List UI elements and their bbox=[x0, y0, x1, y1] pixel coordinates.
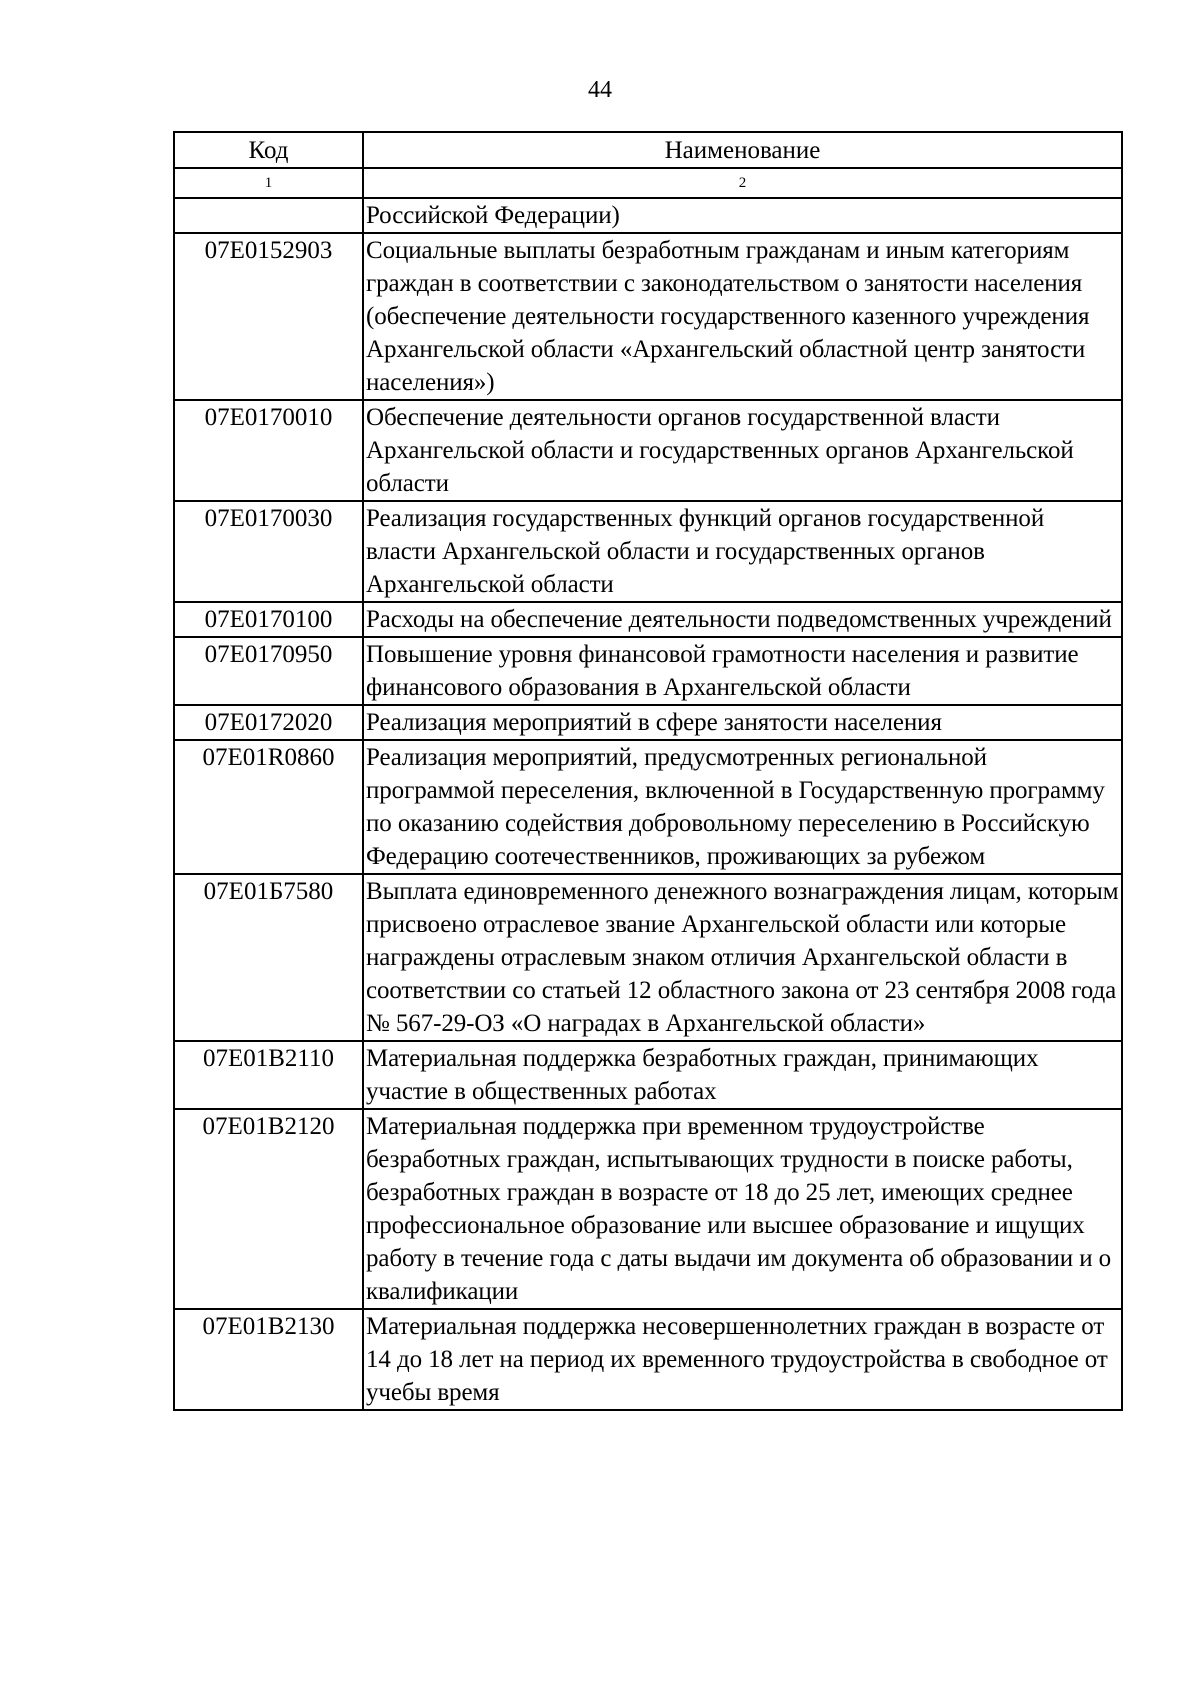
header-code: Код bbox=[174, 132, 363, 168]
row-name: Реализация мероприятий, предусмотренных региональной программой переселения, включенной в Государственную программу по оказанию содействия добровольному переселению в Российскую Федерацию соотечественников, проживающих за рубежом bbox=[363, 740, 1122, 874]
row-name: Реализация государственных функций органов государственной власти Архангельской области и государственных органов Архангельской области bbox=[363, 501, 1122, 602]
row-name: Выплата единовременного денежного вознаграждения лицам, которым присвоено отраслевое звание Архангельской области или которые награждены отраслевым знаком отличия Архангельской области в соответствии со статьей 12 областного закона от 23 сентября 2008 года № 567-29-ОЗ «О наградах в Архангельской области» bbox=[363, 874, 1122, 1041]
row-code: 07Е0172020 bbox=[174, 705, 363, 740]
column-number-row bbox=[174, 168, 1122, 198]
row-code: 07Е01В2110 bbox=[174, 1041, 363, 1109]
table-row bbox=[174, 198, 1122, 233]
row-name: Материальная поддержка несовершеннолетних граждан в возрасте от 14 до 18 лет на период их временного трудоустройства в свободное от учебы время bbox=[363, 1309, 1122, 1410]
row-code: 07Е01В2120 bbox=[174, 1109, 363, 1309]
row-code: 07Е01В2130 bbox=[174, 1309, 363, 1410]
row-name: Материальная поддержка безработных граждан, принимающих участие в общественных работах bbox=[363, 1041, 1122, 1109]
row-code: 07Е0170010 bbox=[174, 400, 363, 501]
row-code: 07Е0170950 bbox=[174, 637, 363, 705]
row-name: Российской Федерации) bbox=[363, 198, 1122, 233]
column-number-name: 2 bbox=[363, 168, 1122, 198]
row-code: 07Е01Б7580 bbox=[174, 874, 363, 1041]
row-code: 07Е01R0860 bbox=[174, 740, 363, 874]
table-row bbox=[174, 233, 1122, 400]
table-row bbox=[174, 705, 1122, 740]
page-number: 44 bbox=[588, 77, 612, 103]
budget-classification-table bbox=[173, 131, 1123, 1411]
table-row bbox=[174, 874, 1122, 1041]
row-code: 07Е0152903 bbox=[174, 233, 363, 400]
row-code: 07Е0170100 bbox=[174, 602, 363, 637]
row-code bbox=[174, 198, 363, 233]
table-row bbox=[174, 740, 1122, 874]
header-row bbox=[174, 132, 1122, 168]
row-code: 07Е0170030 bbox=[174, 501, 363, 602]
header-name: Наименование bbox=[363, 132, 1122, 168]
table-row bbox=[174, 637, 1122, 705]
column-number-code: 1 bbox=[174, 168, 363, 198]
row-name: Повышение уровня финансовой грамотности населения и развитие финансового образования в Архангельской области bbox=[363, 637, 1122, 705]
table-row bbox=[174, 1309, 1122, 1410]
row-name: Обеспечение деятельности органов государственной власти Архангельской области и государственных органов Архангельской области bbox=[363, 400, 1122, 501]
row-name: Реализация мероприятий в сфере занятости населения bbox=[363, 705, 1122, 740]
table-row bbox=[174, 1041, 1122, 1109]
table-row bbox=[174, 400, 1122, 501]
table-row bbox=[174, 501, 1122, 602]
row-name: Материальная поддержка при временном трудоустройстве безработных граждан, испытывающих трудности в поиске работы, безработных граждан в возрасте от 18 до 25 лет, имеющих среднее профессиональное образование или высшее образование и ищущих работу в течение года с даты выдачи им документа об образовании и о квалификации bbox=[363, 1109, 1122, 1309]
table-row bbox=[174, 602, 1122, 637]
table-row bbox=[174, 1109, 1122, 1309]
row-name: Социальные выплаты безработным гражданам и иным категориям граждан в соответствии с законодательством о занятости населения (обеспечение деятельности государственного казенного учреждения Архангельской области «Архангельский областной центр занятости населения») bbox=[363, 233, 1122, 400]
row-name: Расходы на обеспечение деятельности подведомственных учреждений bbox=[363, 602, 1122, 637]
